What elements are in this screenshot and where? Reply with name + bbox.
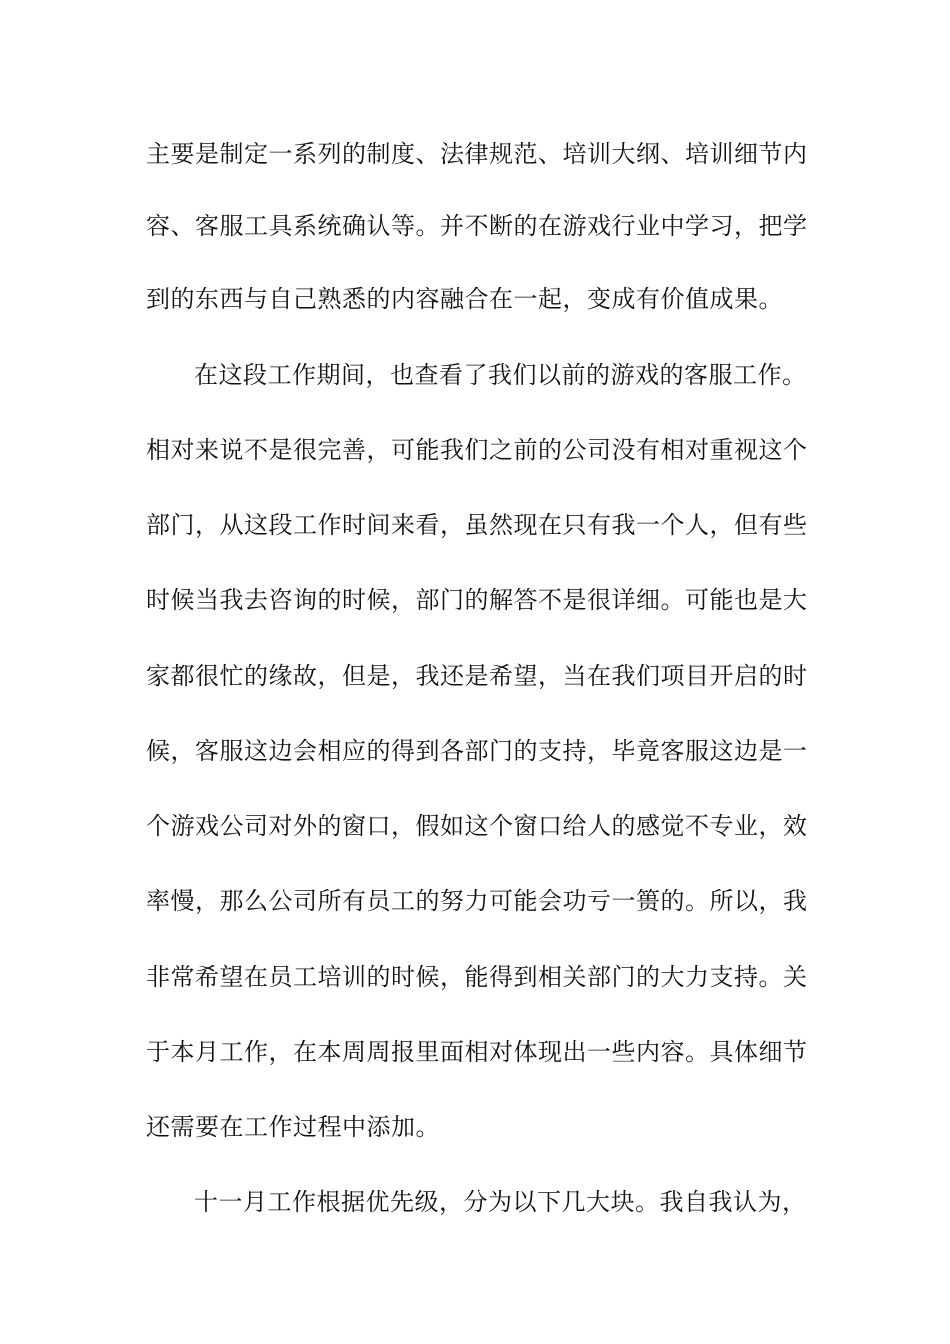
text-line: 非常希望在员工培训的时候，能得到相关部门的大力支持。关 (146, 963, 808, 991)
text-line: 到的东西与自己熟悉的内容融合在一起，变成有价值成果。 (146, 285, 783, 313)
text-line: 容、客服工具系统确认等。并不断的在游戏行业中学习，把学 (146, 212, 808, 240)
text-line: 率慢，那么公司所有员工的努力可能会功亏一篑的。所以，我 (146, 887, 808, 915)
text-line: 家都很忙的缘故，但是，我还是希望，当在我们项目开启的时 (146, 662, 808, 690)
text-line: 候，客服这边会相应的得到各部门的支持，毕竟客服这边是一 (146, 737, 808, 765)
paragraph-start-line: 在这段工作期间，也查看了我们以前的游戏的客服工作。 (194, 361, 807, 389)
text-line: 于本月工作，在本周周报里面相对体现出一些内容。具体细节 (146, 1038, 808, 1066)
text-line: 相对来说不是很完善，可能我们之前的公司没有相对重视这个 (146, 436, 808, 464)
text-line: 时候当我去咨询的时候，部门的解答不是很详细。可能也是大 (146, 586, 808, 614)
text-line: 部门，从这段工作时间来看，虽然现在只有我一个人，但有些 (146, 511, 808, 539)
text-line: 还需要在工作过程中添加。 (146, 1113, 440, 1141)
text-line: 主要是制定一系列的制度、法律规范、培训大纲、培训细节内 (146, 140, 808, 168)
text-line: 个游戏公司对外的窗口，假如这个窗口给人的感觉不专业，效 (146, 812, 808, 840)
paragraph-start-line: 十一月工作根据优先级，分为以下几大块。我自我认为， (194, 1188, 807, 1216)
